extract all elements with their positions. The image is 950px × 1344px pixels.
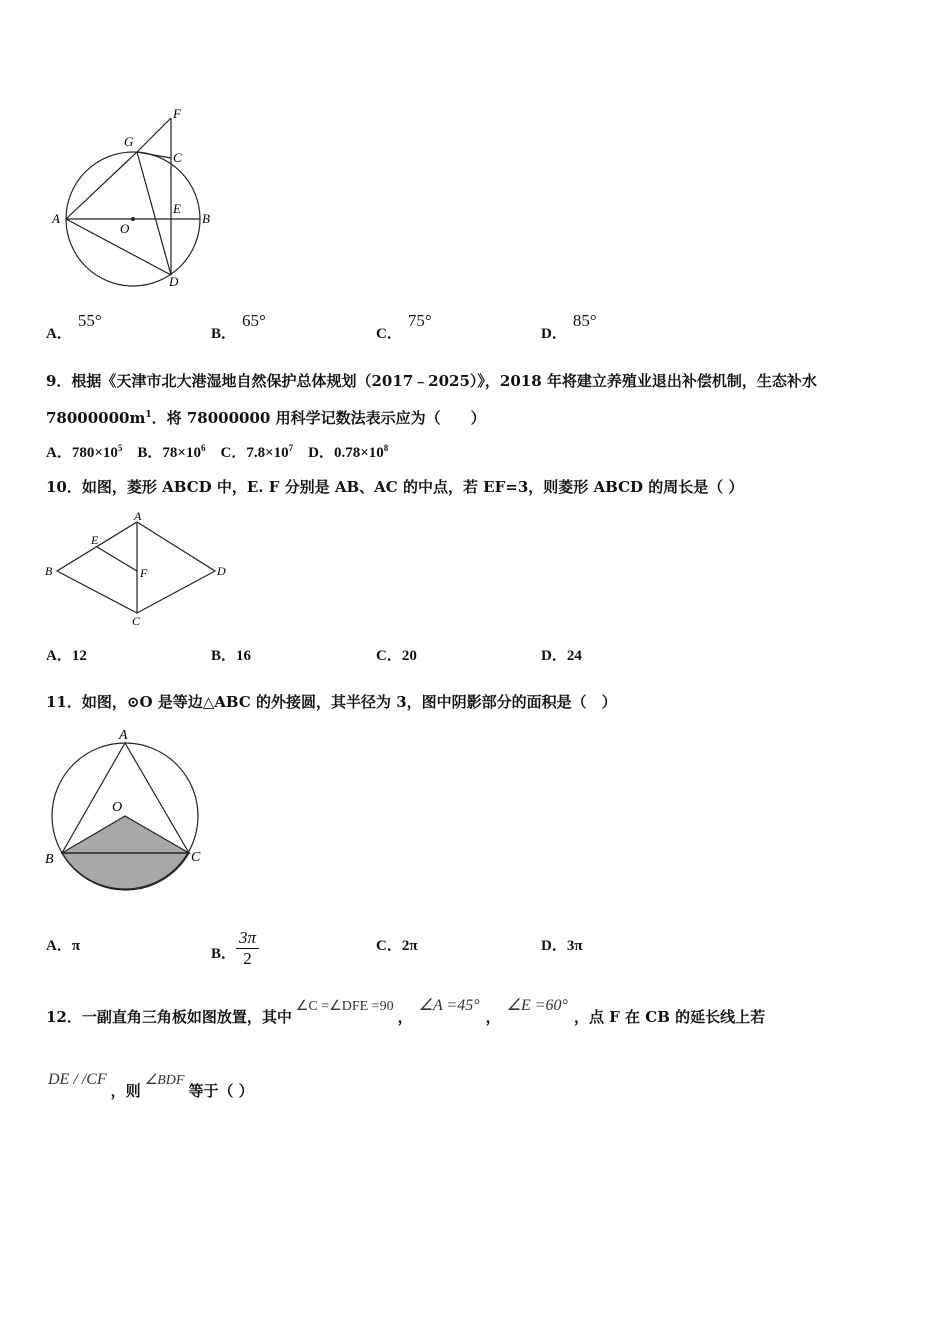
q9-value-sup: 1 [145,410,152,420]
q9-option-d[interactable]: D．$0.78\times 10^8$ [308,443,389,461]
q11-label-o: O [112,800,123,815]
q11-label-a: A [119,728,128,743]
q10-label-a: A [134,510,142,523]
q9-option-c[interactable]: C．$7.8\times 10^7$ [220,443,294,461]
q8-label-f: F [173,106,181,121]
q11-option-d[interactable]: D．3π [541,938,583,954]
q12-math-parallel: DE / /CF [48,1071,107,1088]
q11-label-c: C [191,850,201,865]
q8-figure [40,100,230,295]
q8-line-ad [66,219,171,275]
q12-math-angle-c: ∠C =∠DFE =90 [295,999,394,1014]
q8-line-gc [137,152,171,158]
q11-label-b: B [45,852,54,867]
q12-stem-line2 [46,1071,254,1101]
q8-label-e: E [173,201,181,216]
q11-shaded-triangle [62,816,189,853]
q8-label-g: G [124,134,134,149]
q8-line-gf [137,118,171,152]
q12-stem-b: ，点 F 在 CB 的延长线上若 [573,1008,766,1026]
q10-option-b[interactable]: B．16 [211,648,252,664]
q8-label-o: O [120,221,130,236]
q8-option-b[interactable]: B．65° [211,311,266,342]
q10-stem: 10．如图，菱形 ABCD 中，E. F 分别是 AB、AC 的中点，若 EF=3，则菱形 ABCD 的周长是（ ） [46,478,744,496]
q8-label-d: D [169,274,179,289]
q8-option-a[interactable]: A．55° [46,311,102,342]
q11-option-a[interactable]: A．π [46,938,81,954]
q8-label-a: A [52,211,60,226]
q10-option-a[interactable]: A．12 [46,648,87,664]
q12-math-angle-a: ∠A =45° [418,997,480,1014]
q12-stem-c: ，则 [110,1082,141,1100]
q9-value: 78000000m [46,409,146,427]
q10-label-d: D [217,564,226,578]
q10-rhombus [57,522,215,613]
q8-label-c: C [173,150,182,165]
q12-stem-d: 等于（ ） [188,1082,254,1100]
q12-stem-a: 12．一副直角三角板如图放置，其中 [46,1008,292,1026]
q8-center-dot [131,217,135,221]
q11-shaded-segment [62,853,189,890]
q11-stem: 11．如图，⊙O 是等边△ABC 的外接圆，其半径为 3，图中阴影部分的面积是（ ） [46,693,617,711]
q12-math-angle-e: ∠E =60° [506,997,568,1014]
q12-math-angle-bdf: ∠BDF [144,1073,185,1088]
q10-label-f: F [140,566,148,580]
q10-label-b: B [45,564,53,578]
q8-option-d[interactable]: D．85° [541,311,597,342]
q12-stem-line1 [46,997,766,1027]
q11-option-c[interactable]: C．2π [376,938,418,954]
q10-option-d[interactable]: D．24 [541,648,582,664]
q9-question: ．将 78000000 用科学记数法表示应为（ ） [151,409,486,427]
q11-option-b-fraction: $\frac{3\pi}{2}$ [236,928,259,969]
q9-option-a[interactable]: A．$780\times 10^5$ [46,443,123,461]
q9-stem-line2 [46,407,486,428]
q10-segment-ef [97,547,137,571]
q8-option-c[interactable]: C．75° [376,311,432,342]
q11-option-b[interactable]: B． $\frac{3\pi}{2}$ [211,934,259,975]
q9-option-b[interactable]: B．$78\times 10^6$ [137,443,206,461]
q10-label-e: E [91,533,99,547]
q8-line-ag [66,152,137,219]
q12-sep2: ， [485,1008,501,1026]
q9-stem-line1: 9．根据《天津市北大港湿地自然保护总体规划（2017﹣2025）》，2018 年将建立养殖业退出补偿机制，生态补水 [46,372,817,390]
q8-line-gd [137,152,171,275]
q8-label-b: B [202,211,210,226]
q9-options [46,441,388,462]
q10-option-c[interactable]: C．20 [376,648,417,664]
q10-label-c: C [132,614,141,628]
q12-sep1: ， [397,1008,413,1026]
q11-figure [40,722,220,897]
q10-figure [40,510,240,630]
